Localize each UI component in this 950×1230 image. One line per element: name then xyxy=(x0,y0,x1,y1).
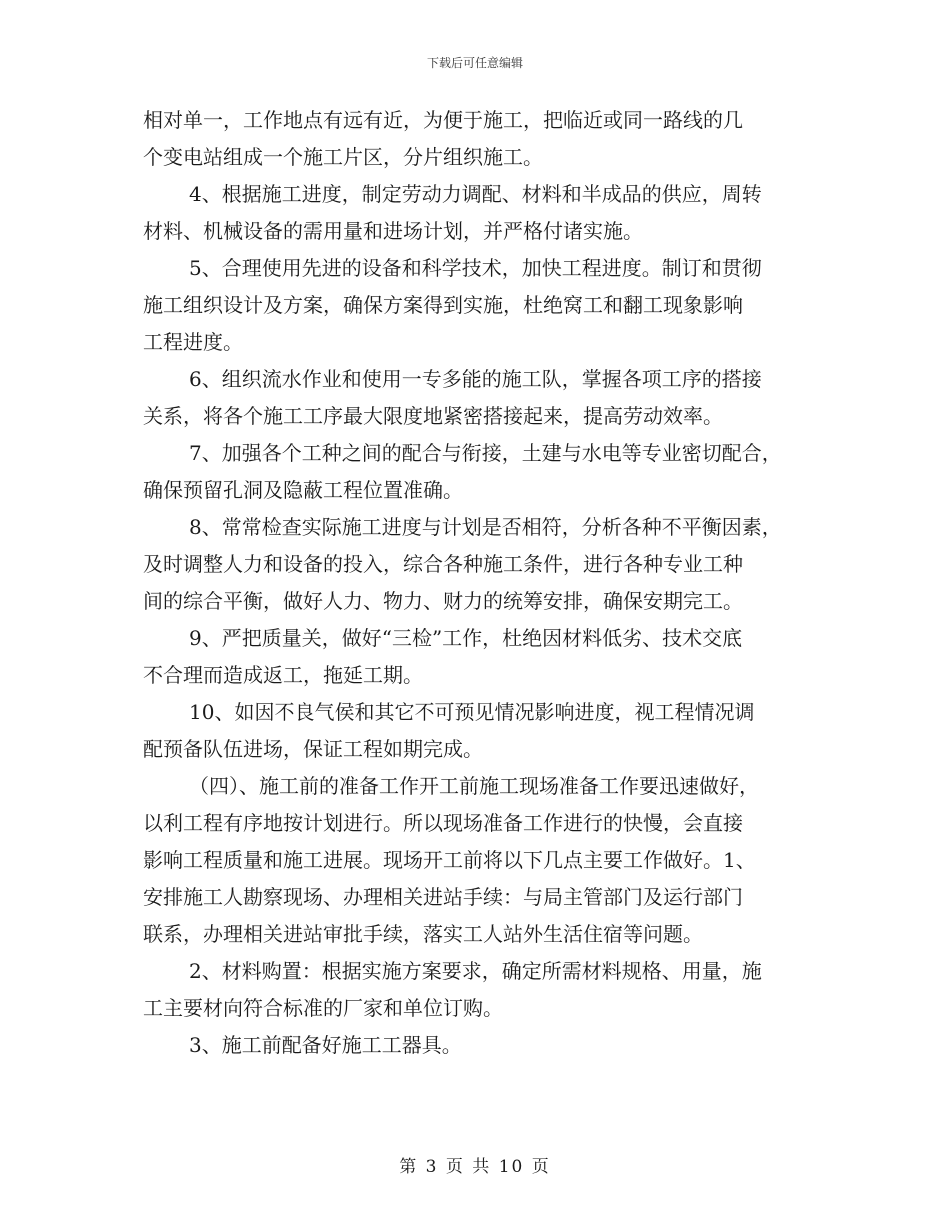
paragraph-line: 影响工程质量和施工进展。现场开工前将以下几点主要工作做好。1、 xyxy=(143,848,756,872)
paragraph-line: 6、组织流水作业和使用一专多能的施工队，掌握各项工序的搭接 xyxy=(189,367,762,391)
page-number-footer: 第 3 页 共 10 页 xyxy=(399,1157,551,1177)
paragraph-line: 工程进度。 xyxy=(143,330,243,354)
paragraph-line: 个变电站组成一个施工片区，分片组织施工。 xyxy=(143,145,543,169)
paragraph-line: 工主要材向符合标准的厂家和单位订购。 xyxy=(143,996,503,1020)
document-body xyxy=(143,102,823,1064)
paragraph-line: （四）、施工前的准备工作开工前施工现场准备工作要迅速做好， xyxy=(189,774,759,798)
paragraph-line: 不合理而造成返工，拖延工期。 xyxy=(143,663,423,687)
paragraph-line: 材料、机械设备的需用量和进场计划，并严格付诸实施。 xyxy=(143,219,643,243)
paragraph-line: 4、根据施工进度，制定劳动力调配、材料和半成品的供应，周转 xyxy=(189,182,762,206)
paragraph-line: 7、加强各个工种之间的配合与衔接，土建与水电等专业密切配合， xyxy=(189,441,782,465)
paragraph-line: 2、材料购置：根据实施方案要求，确定所需材料规格、用量，施 xyxy=(189,959,762,983)
paragraph-line: 相对单一，工作地点有远有近，为便于施工，把临近或同一路线的几 xyxy=(143,108,743,132)
paragraph-line: 以利工程有序地按计划进行。所以现场准备工作进行的快慢，会直接 xyxy=(143,811,743,835)
paragraph-line: 配预备队伍进场，保证工程如期完成。 xyxy=(143,737,483,761)
paragraph-line: 5、合理使用先进的设备和科学技术，加快工程进度。制订和贯彻 xyxy=(189,256,762,280)
paragraph-line: 9、严把质量关，做好“三检”工作，杜绝因材料低劣、技术交底 xyxy=(189,626,743,650)
page-header: 下载后可任意编辑 xyxy=(426,56,523,70)
paragraph-line: 施工组织设计及方案，确保方案得到实施，杜绝窝工和翻工现象影响 xyxy=(143,293,743,317)
paragraph-line: 联系，办理相关进站审批手续，落实工人站外生活住宿等问题。 xyxy=(143,922,703,946)
paragraph-line: 8、常常检查实际施工进度与计划是否相符，分析各种不平衡因素， xyxy=(189,515,782,539)
paragraph-line: 3、施工前配备好施工工器具。 xyxy=(189,1033,462,1057)
paragraph-line: 关系，将各个施工工序最大限度地紧密搭接起来，提高劳动效率。 xyxy=(143,404,723,428)
paragraph-line: 10、如因不良气侯和其它不可预见情况影响进度，视工程情况调 xyxy=(189,700,755,724)
paragraph-line: 间的综合平衡，做好人力、物力、财力的统筹安排，确保安期完工。 xyxy=(143,589,743,613)
paragraph-line: 确保预留孔洞及隐蔽工程位置准确。 xyxy=(143,478,463,502)
paragraph-line: 安排施工人勘察现场、办理相关进站手续：与局主管部门及运行部门 xyxy=(143,885,743,909)
paragraph-line: 及时调整人力和设备的投入，综合各种施工条件，进行各种专业工种 xyxy=(143,552,743,576)
